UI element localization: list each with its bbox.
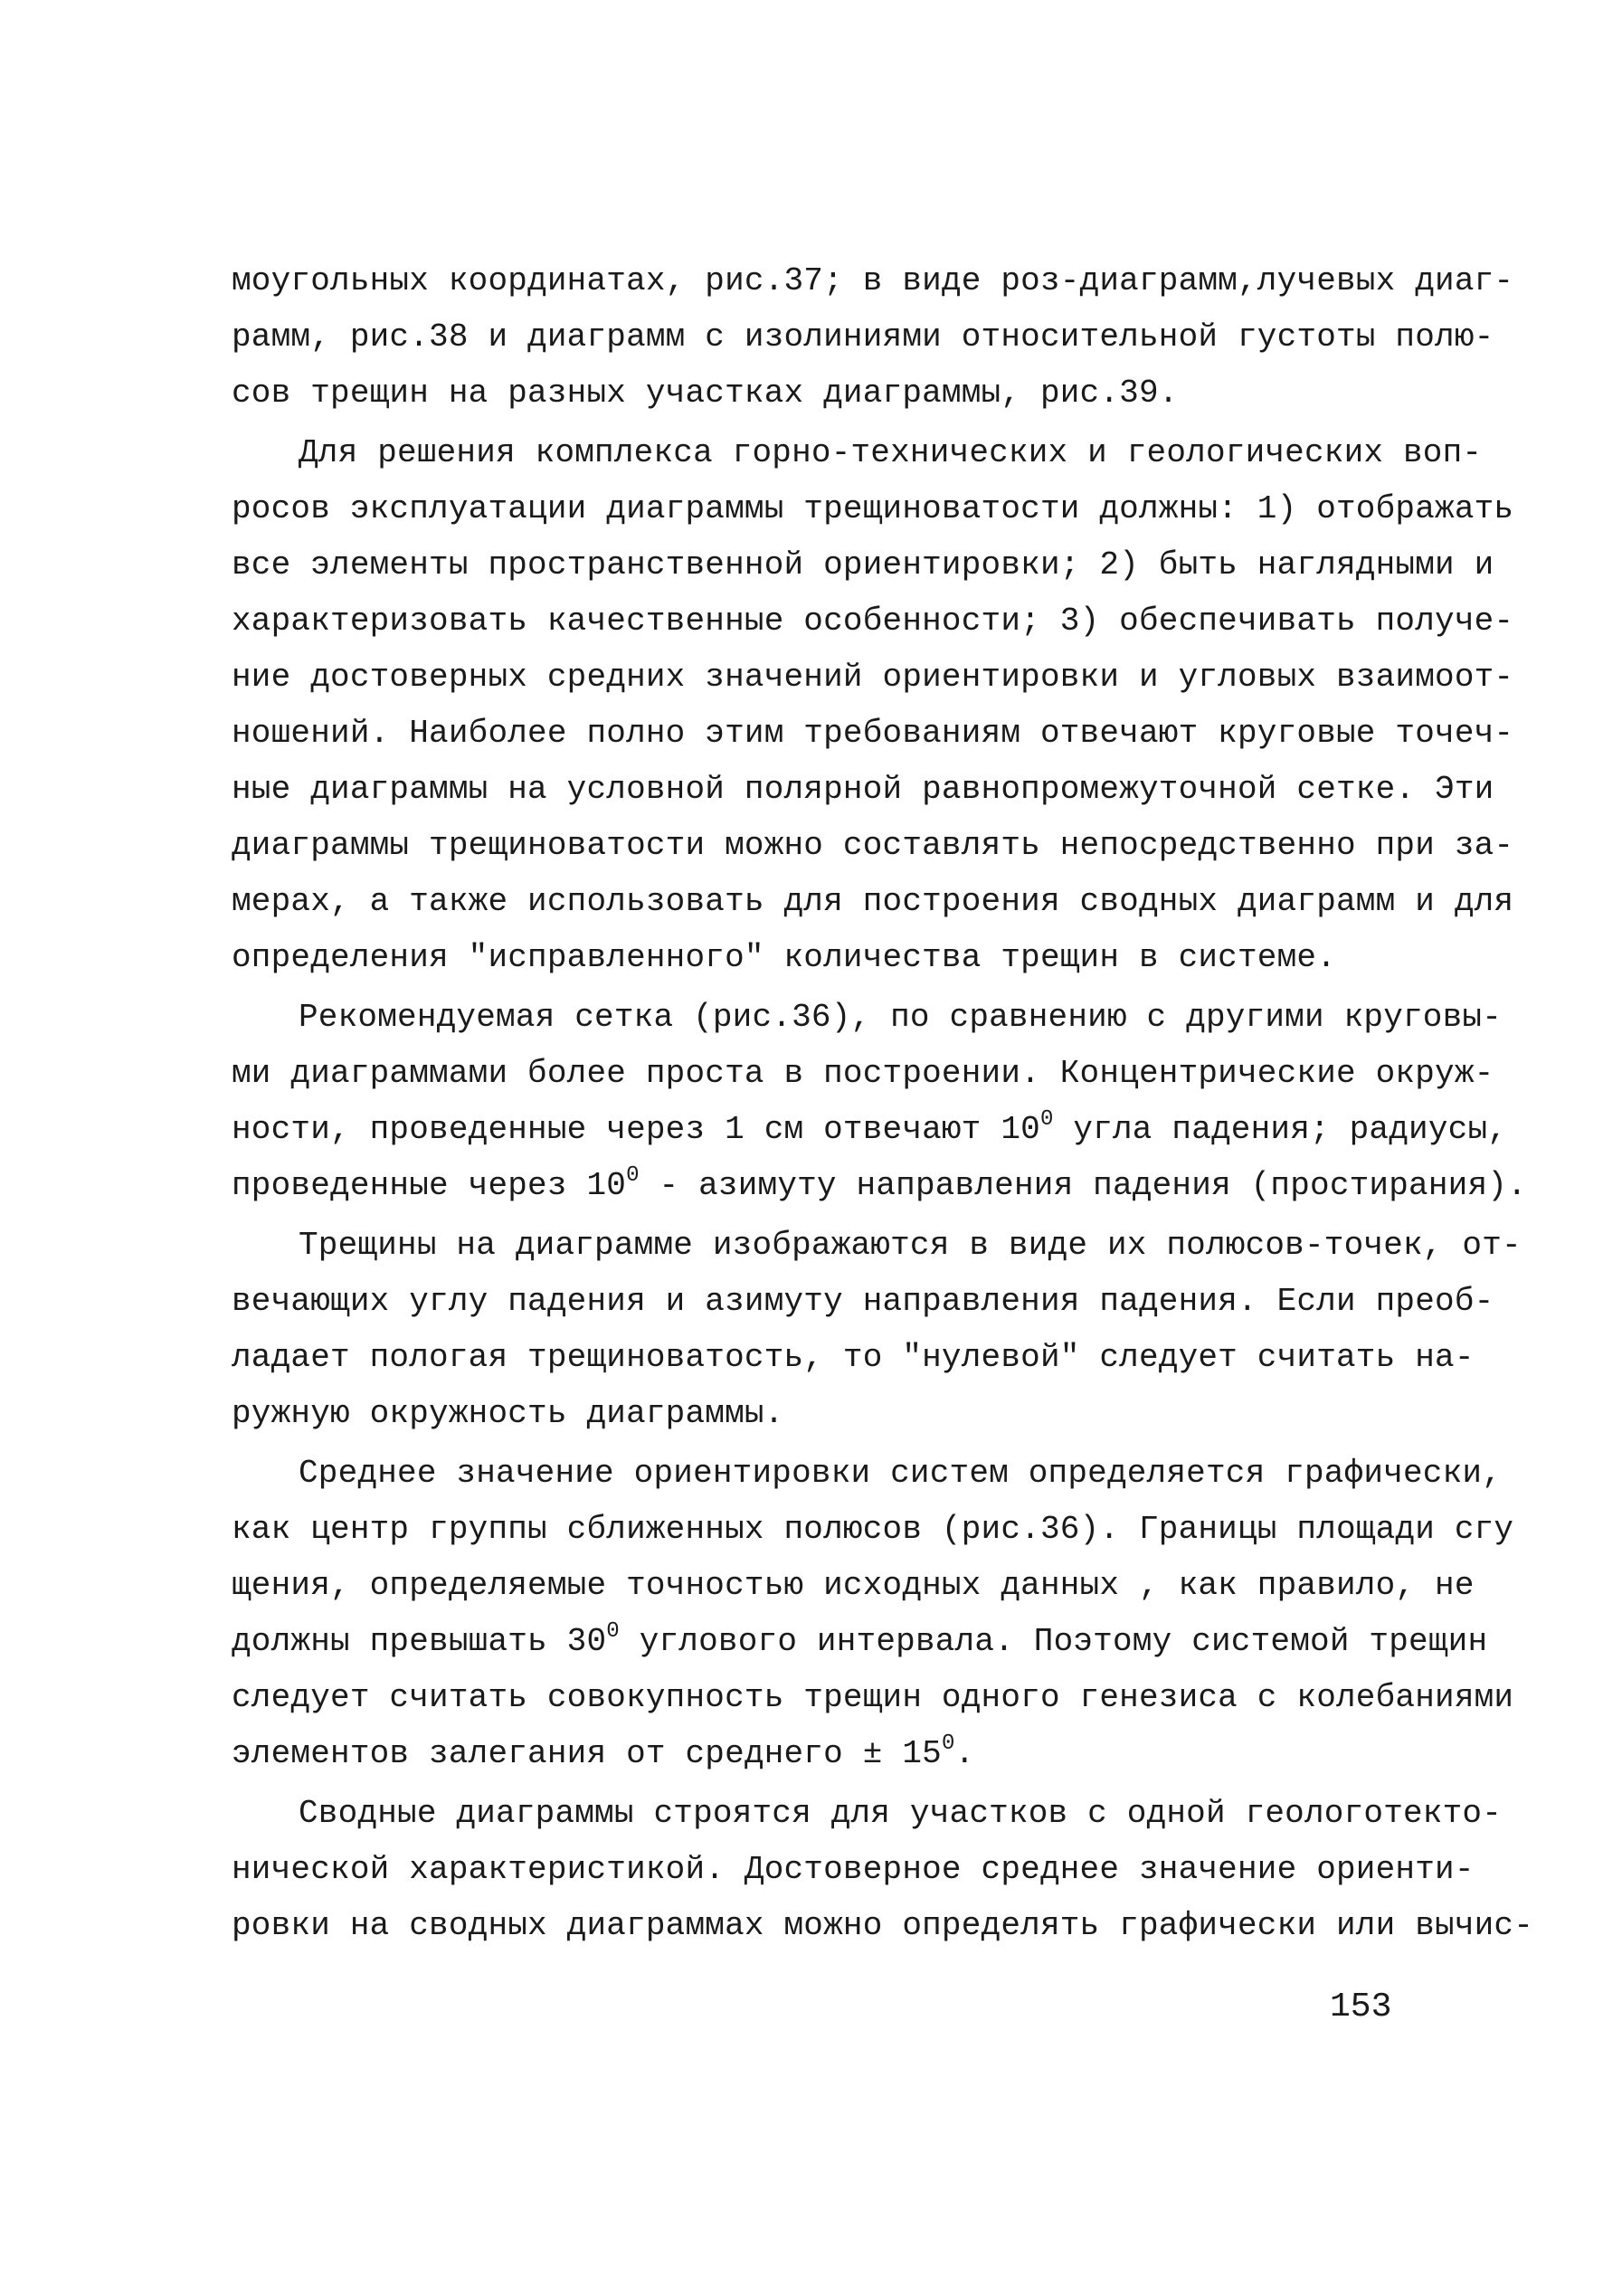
degree-mark: 0: [606, 1619, 620, 1644]
text-line: Среднее значение ориентировки систем определяется графически,: [299, 1455, 1503, 1492]
text-segment: ности, проведенные через 1 см отвечают 10: [232, 1111, 1040, 1148]
text-line: щения, определяемые точностью исходных данных , как правило, не: [232, 1567, 1475, 1604]
text-segment: элементов залегания от среднего ± 15: [232, 1735, 942, 1772]
degree-mark: 0: [626, 1163, 640, 1188]
text-line: росов эксплуатации диаграммы трещиноватости должны: 1) отображать: [232, 490, 1514, 527]
text-line: ровки на сводных диаграммах можно определять графически или вычис-: [232, 1907, 1534, 1944]
text-line: нической характеристикой. Достоверное среднее значение ориенти-: [232, 1851, 1475, 1888]
degree-mark: 0: [1039, 1107, 1054, 1132]
text-segment: проведенные через 10: [232, 1167, 627, 1204]
text-line: как центр группы сближенных полюсов (рис.36). Границы площади сгу: [232, 1511, 1514, 1548]
text-line: моугольных координатах, рис.37; в виде роз-диаграмм,лучевых диаг-: [232, 262, 1514, 299]
text-line: ружную окружность диаграммы.: [232, 1395, 784, 1432]
text-line: Для решения комплекса горно-технических и геологических воп-: [299, 434, 1483, 471]
text-line: ладает пологая трещиноватость, то "нулевой" следует считать на-: [232, 1339, 1475, 1376]
text-line: [232, 1109, 1507, 1151]
text-line: определения "исправленного" количества трещин в системе.: [232, 939, 1336, 976]
text-segment: угла падения; радиусы,: [1073, 1111, 1508, 1148]
text-segment: - азимуту направления падения (простирания).: [659, 1167, 1527, 1204]
text-line: вечающих углу падения и азимуту направления падения. Если преоб-: [232, 1283, 1494, 1320]
text-line: ношений. Наиболее полно этим требованиям отвечают круговые точеч-: [232, 715, 1514, 752]
degree-mark: 0: [941, 1731, 955, 1756]
text-line: мерах, а также использовать для построения сводных диаграмм и для: [232, 883, 1514, 920]
text-line: рамм, рис.38 и диаграмм с изолиниями относительной густоты полю-: [232, 318, 1494, 356]
text-segment: углового интервала. Поэтому системой трещин: [639, 1623, 1488, 1660]
text-line: Сводные диаграммы строятся для участков с одной геологотекто-: [299, 1795, 1503, 1832]
text-line: характеризовать качественные особенности; 3) обеспечивать получе-: [232, 602, 1514, 640]
page-number: 153: [1330, 1988, 1392, 2026]
text-line: [232, 1165, 1527, 1207]
text-line: следует считать совокупность трещин одного генезиса с колебаниями: [232, 1679, 1514, 1716]
text-segment: .: [954, 1735, 975, 1772]
text-line: Рекомендуемая сетка (рис.36), по сравнению с другими круговы-: [299, 999, 1503, 1036]
text-line: ные диаграммы на условной полярной равнопромежуточной сетке. Эти: [232, 771, 1494, 808]
text-line: все элементы пространственной ориентировки; 2) быть наглядными и: [232, 546, 1494, 583]
text-line: [232, 1621, 1487, 1663]
text-line: [232, 1733, 974, 1775]
text-line: диаграммы трещиноватости можно составлять непосредственно при за-: [232, 827, 1514, 864]
text-segment: должны превышать 30: [232, 1623, 607, 1660]
text-line: сов трещин на разных участках диаграммы, рис.39.: [232, 375, 1179, 412]
text-line: Трещины на диаграмме изображаются в виде их полюсов-точек, от-: [299, 1227, 1522, 1264]
text-line: ние достоверных средних значений ориентировки и угловых взаимоот-: [232, 659, 1514, 696]
text-line: ми диаграммами более проста в построении. Концентрические окруж-: [232, 1055, 1494, 1092]
